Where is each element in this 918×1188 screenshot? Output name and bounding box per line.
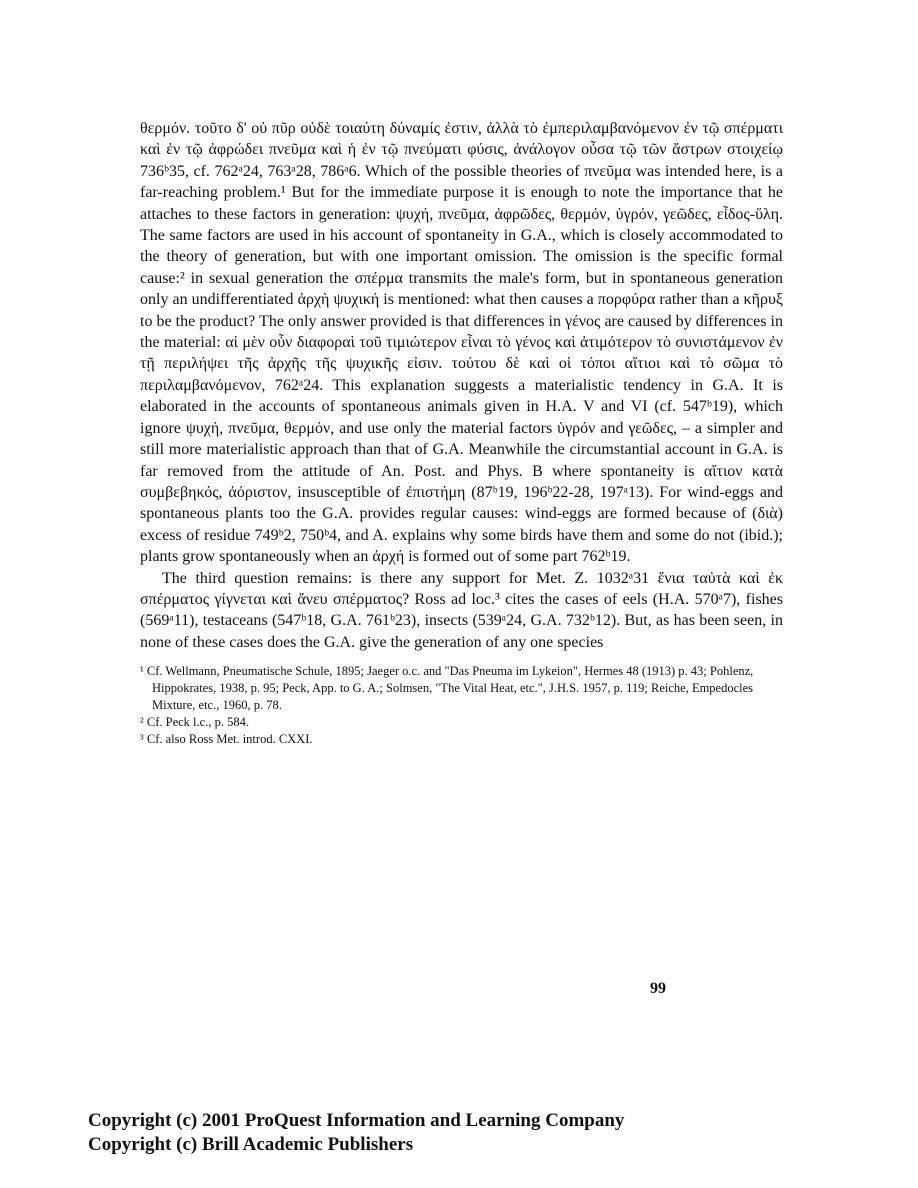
footnotes bbox=[140, 663, 783, 748]
page-number: 99 bbox=[650, 980, 666, 997]
copyright-line-1: Copyright (c) 2001 ProQuest Information and Learning Company bbox=[88, 1110, 625, 1131]
copyright-block bbox=[88, 1109, 624, 1157]
footnote-1: ¹ Cf. Wellmann, Pneumatische Schule, 1895; Jaeger o.c. and "Das Pneuma im Lykeion", Hermes 48 (1913) p. 43; Pohlenz, Hippokrates, 1938, p. 95; Peck, App. to G. A.; Solmsen, "The Vital Heat, etc.", J.H.S. 1957, p. 119; Reiche, Empedocles Mixture, etc., 1960, p. 78. bbox=[140, 664, 754, 713]
page-content bbox=[140, 118, 783, 748]
copyright-line-2: Copyright (c) Brill Academic Publishers bbox=[88, 1134, 414, 1155]
body-paragraph-1: θερμόν. τοῦτο δ' οὐ πῦρ οὐδὲ τοιαύτη δύναμίς ἐστιν, ἀλλὰ τὸ ἐμπεριλαμβανόμενον ἐν τῷ σπέρματι καὶ ἐν τῷ ἀφρώδει πνεῦμα καὶ ἡ ἐν τῷ πνεύματι φύσις, ἀνάλογον οὖσα τῷ τῶν ἄστρων στοιχείῳ 736ᵇ35, cf. 762ᵃ24, 763ᵃ28, 786ᵃ6. Which of the possible theories of πνεῦμα was intended here, is a far-reaching problem.¹ But for the immediate purpose it is enough to note the importance that he attaches to these factors in generation: ψυχή, πνεῦμα, ἀφρῶδες, θερμόν, ὑγρόν, γεῶδες, εἶδος-ὕλη. The same factors are used in his account of spontaneity in G.A., which is closely accommodated to the theory of generation, but with one important omission. The omission is the specific formal cause:² in sexual generation the σπέρμα transmits the male's form, but in spontaneous generation only an undifferentiated ἀρχὴ ψυχική is mentioned: what then causes a πορφύρα rather than a κῆρυξ to be the product? The only answer provided is that differences in γένος are caused by differences in the material: αἱ μὲν οὖν διαφοραὶ τοῦ τιμιώτερον εἶναι τὸ γένος καὶ ἀτιμότερον τὸ συνιστάμενον ἐν τῇ περιλήψει τῆς ἀρχῆς τῆς ψυχικῆς εἰσιν. τούτου δὲ καὶ οἱ τόποι αἴτιοι καὶ τὸ σῶμα τὸ περιλαμβανόμενον, 762ᵃ24. This explanation suggests a materialistic tendency in G.A. It is elaborated in the accounts of spontaneous animals given in H.A. V and VI (cf. 547ᵇ19), which ignore ψυχή, πνεῦμα, θερμόν, and use only the material factors ὑγρόν and γεῶδες, – a simpler and still more materialistic approach than that of G.A. Meanwhile the circumstantial account in G.A. is far removed from the attitude of An. Post. and Phys. B where spontaneity is αἴτιον κατὰ συμβεβηκός, ἀόριστον, insusceptible of ἐπιστήμη (87ᵇ19, 196ᵇ22-28, 197ᵃ13). For wind-eggs and spontaneous plants too the G.A. provides regular causes: wind-eggs are formed because of (διὰ) excess of residue 749ᵇ2, 750ᵇ4, and A. explains why some birds have them and some do not (ibid.); plants grow spontaneously when an ἀρχή is formed out of some part 762ᵇ19. bbox=[140, 120, 783, 566]
footnote-2: ² Cf. Peck l.c., p. 584. bbox=[140, 715, 249, 730]
body-paragraph-2: The third question remains: is there any support for Met. Z. 1032ᵃ31 ἔνια ταὐτὰ καὶ ἐκ σπέρματος γίγνεται καὶ ἄνευ σπέρματος? Ross ad loc.³ cites the cases of eels (H.A. 570ᵃ7), fishes (569ᵃ11), testaceans (547ᵇ18, G.A. 761ᵇ23), insects (539ᵃ24, G.A. 732ᵇ12). But, as has been seen, in none of these cases does the G.A. give the generation of any one species bbox=[140, 569, 783, 651]
footnote-3: ³ Cf. also Ross Met. introd. CXXI. bbox=[140, 732, 313, 747]
